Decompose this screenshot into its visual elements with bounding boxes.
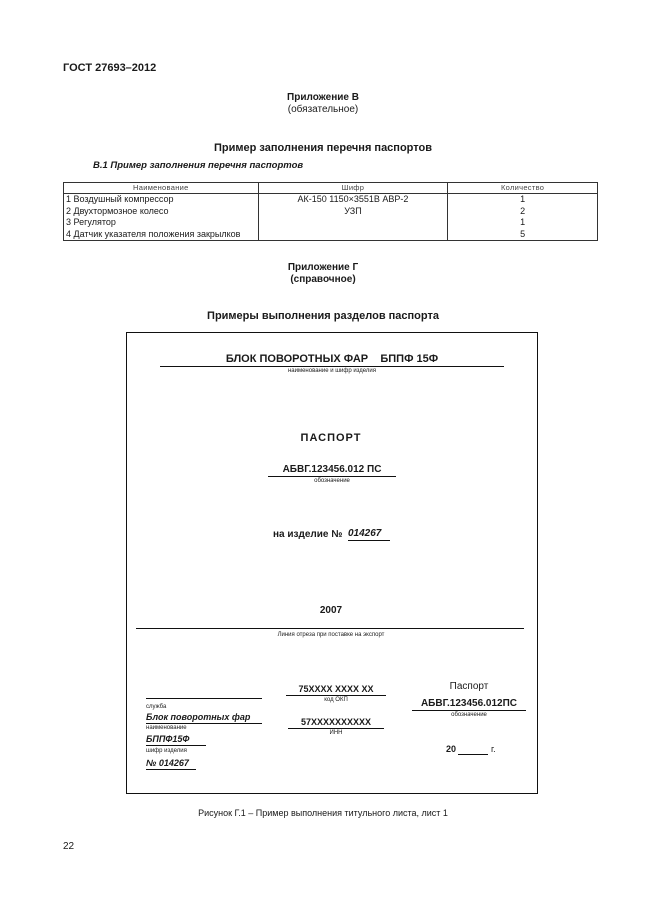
table-cell: 2 xyxy=(448,206,598,218)
designation: АБВГ.123456.012 ПС xyxy=(268,463,396,477)
appendix-v-status: (обязательное) xyxy=(287,104,359,115)
designation-right: АБВГ.123456.012ПС xyxy=(412,698,526,711)
column-header: Наименование xyxy=(64,183,259,194)
passport-title: ПАСПОРТ xyxy=(300,432,362,444)
appendix-v-subheading: В.1 Пример заполнения перечня паспортов xyxy=(93,160,304,171)
table-cell: 3 Регулятор xyxy=(64,217,259,229)
table-cell: УЗП xyxy=(258,206,448,218)
table-cell: АК-150 1150×3551В АВР-2 xyxy=(258,194,448,206)
item-number: 014267 xyxy=(348,528,390,541)
standard-number: ГОСТ 27693–2012 xyxy=(63,62,157,74)
column-header: Количество xyxy=(448,183,598,194)
service-name: Блок поворотных фар xyxy=(146,712,262,724)
table-cell: 1 xyxy=(448,194,598,206)
table-cell: 1 xyxy=(448,217,598,229)
figure-caption: Рисунок Г.1 – Пример выполнения титульного листа, лист 1 xyxy=(198,808,448,818)
table-row xyxy=(64,217,598,229)
table-cell: 2 Двухтормозное колесо xyxy=(64,206,259,218)
inn-caption: ИНН xyxy=(329,730,343,736)
year: 2007 xyxy=(319,605,343,616)
table-row xyxy=(64,229,598,241)
table-cell: 1 Воздушный компрессор xyxy=(64,194,259,206)
column-header: Шифр xyxy=(258,183,448,194)
code-value: БППФ15Ф xyxy=(146,734,206,746)
table-cell xyxy=(258,229,448,241)
appendix-v-heading: Пример заполнения перечня паспортов xyxy=(214,142,432,154)
table-row xyxy=(64,206,598,218)
cut-line-caption: Линия отреза при поставке на экспорт xyxy=(277,632,385,638)
cut-line xyxy=(136,628,524,629)
appendix-g-status: (справочное) xyxy=(290,274,356,285)
item-number-left: № 014267 xyxy=(146,758,196,770)
service-caption: служба xyxy=(146,704,167,710)
table-cell xyxy=(258,217,448,229)
table-row xyxy=(64,194,598,206)
service-line xyxy=(146,698,262,699)
name-caption: наименование xyxy=(146,725,187,731)
table-header-row xyxy=(64,183,598,194)
code-caption: шифр изделия xyxy=(146,748,187,754)
okp-caption: код ОКП xyxy=(324,697,348,703)
table-cell: 4 Датчик указателя положения закрылков xyxy=(64,229,259,241)
appendix-g-title: Приложение Г xyxy=(287,262,359,273)
year-prefix: 20 xyxy=(446,744,457,754)
passport-right: Паспорт xyxy=(449,681,489,692)
inn-code: 57ХХХХХХХХХХ xyxy=(288,717,384,729)
product-name: БЛОК ПОВОРОТНЫХ ФАР БППФ 15Ф xyxy=(160,352,504,367)
designation-right-caption: обозначение xyxy=(451,712,487,718)
year-suffix: г. xyxy=(491,744,496,754)
appendix-v-title: Приложение В xyxy=(287,92,359,103)
passport-list-table xyxy=(63,182,598,241)
item-label: на изделие № xyxy=(273,529,343,540)
product-name-caption: наименование и шифр изделия xyxy=(287,368,377,374)
okp-code: 75ХХХХ ХХХХ ХХ xyxy=(286,684,386,696)
designation-caption: обозначение xyxy=(314,478,350,484)
appendix-g-heading: Примеры выполнения разделов паспорта xyxy=(207,310,439,322)
year-blank-line xyxy=(458,754,488,755)
table-cell: 5 xyxy=(448,229,598,241)
page-number: 22 xyxy=(63,841,75,852)
